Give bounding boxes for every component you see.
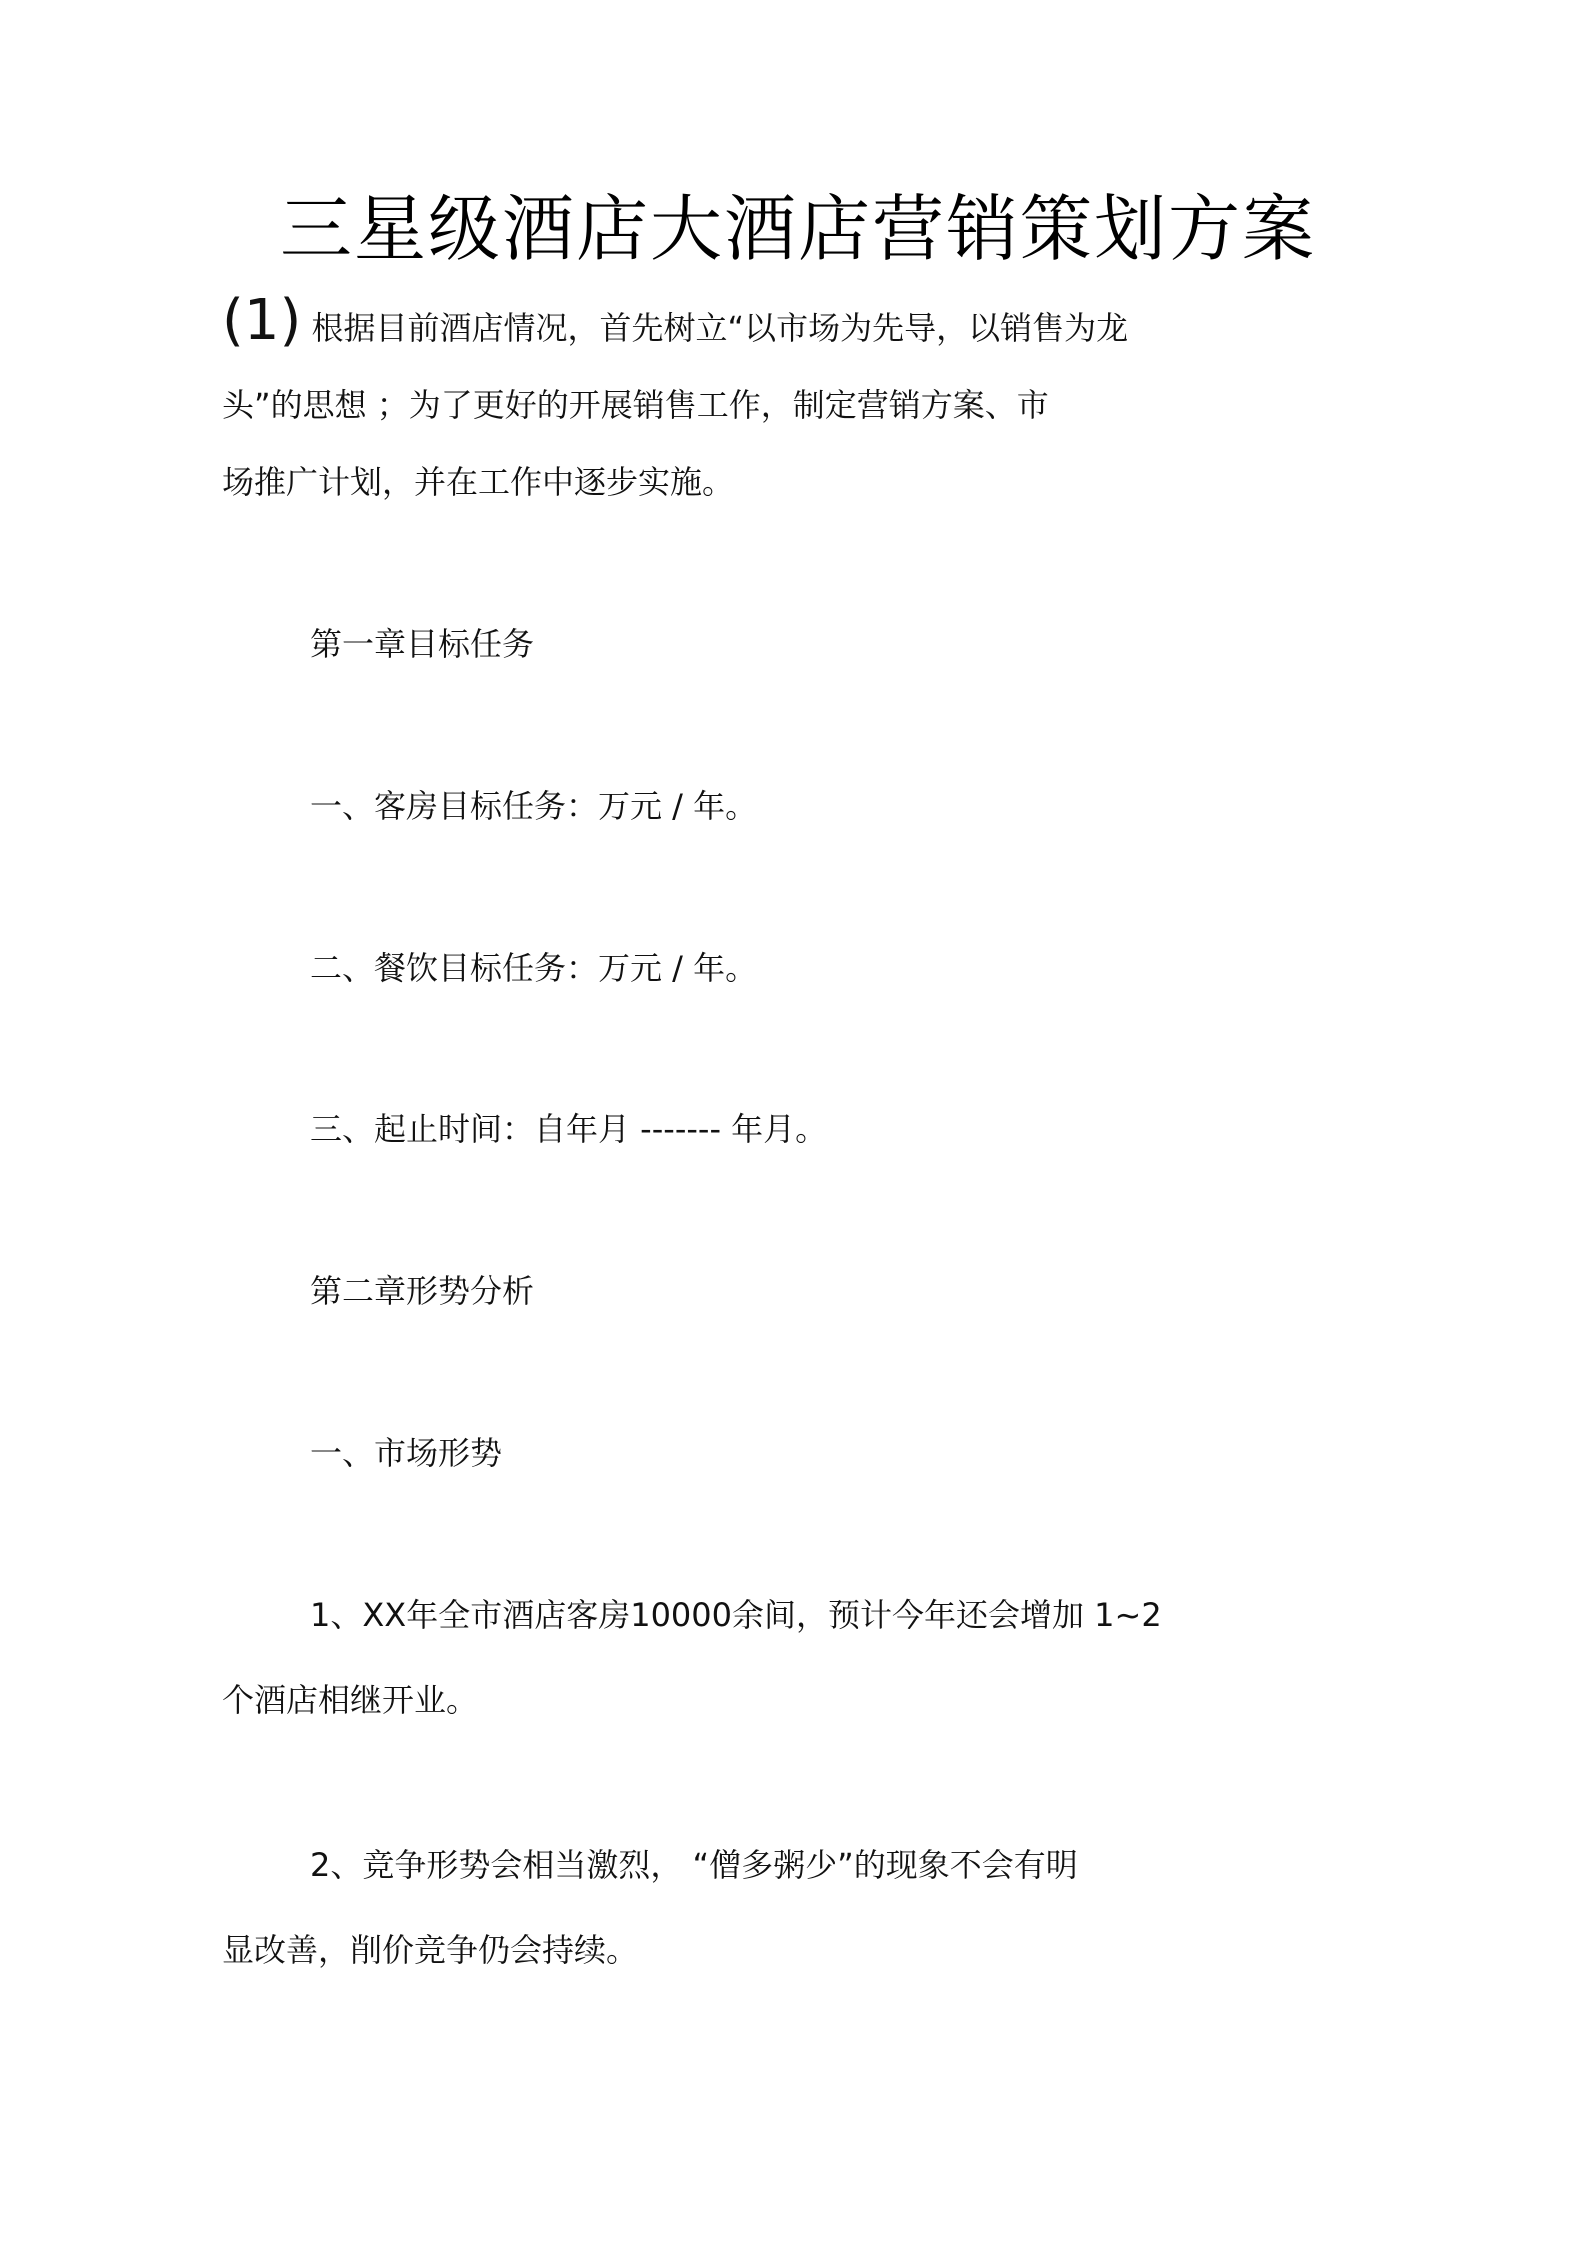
intro-line-1-text: 根据目前酒店情况，首先树立“以市场为先导，以销售为龙 xyxy=(311,309,1129,347)
point-1-line-2: 个酒店相继开业。 xyxy=(222,1681,479,1719)
intro-number: (1) xyxy=(222,288,302,353)
point-1-line-1: 1、XX年全市酒店客房10000余间，预计今年还会增加 1~2 xyxy=(310,1596,1162,1634)
intro-line-3: 场推广计划，并在工作中逐步实施。 xyxy=(222,463,735,501)
point-2-line-2: 显改善，削价竞争仍会持续。 xyxy=(222,1931,639,1969)
chapter1-item-2: 二、餐饮目标任务：万元 / 年。 xyxy=(310,949,758,987)
chapter2-heading: 第二章形势分析 xyxy=(310,1272,535,1310)
document-title: 三星级酒店大酒店营销策划方案 xyxy=(280,187,1317,271)
chapter1-item-1: 一、客房目标任务：万元 / 年。 xyxy=(310,787,758,825)
chapter1-heading: 第一章目标任务 xyxy=(310,625,535,663)
chapter2-section-1: 一、市场形势 xyxy=(310,1434,503,1472)
chapter1-item-3: 三、起止时间：自年月 ------- 年月。 xyxy=(310,1110,828,1148)
point-2-line-1: 2、竞争形势会相当激烈， “僧多粥少”的现象不会有明 xyxy=(310,1846,1078,1884)
intro-line-1 xyxy=(222,288,1129,353)
intro-line-2: 头”的思想 ；为了更好的开展销售工作，制定营销方案、市 xyxy=(222,386,1049,424)
